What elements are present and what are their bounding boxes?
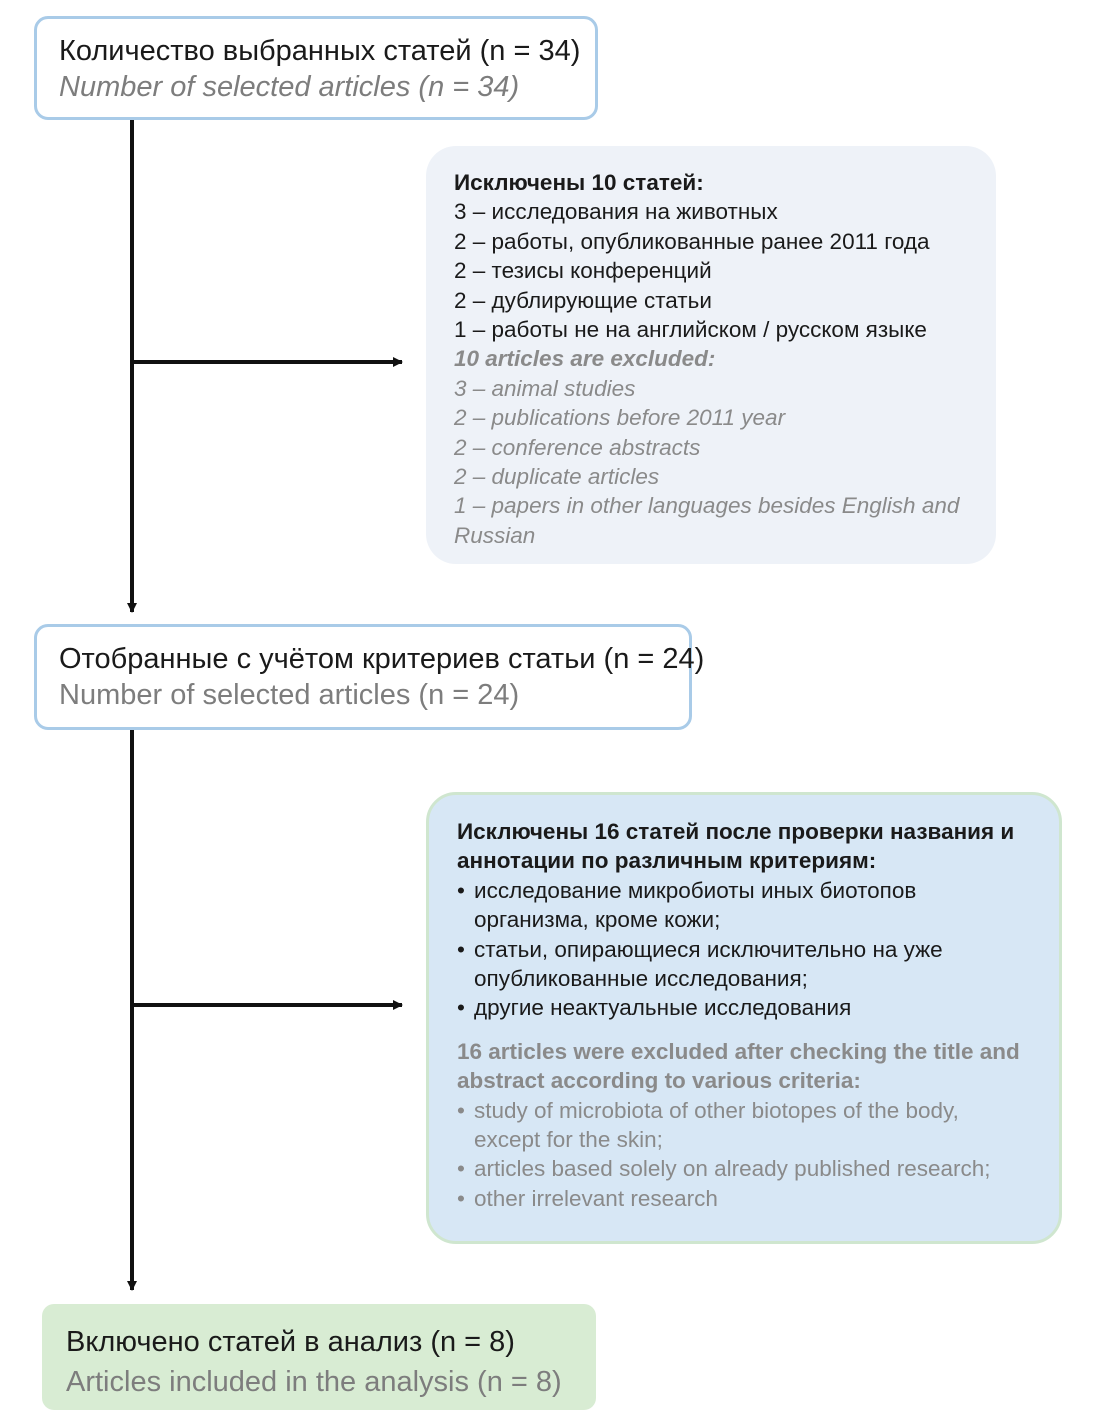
criteria-selected-ru: Отобранные с учётом критериев статьи (n = 24)	[59, 643, 705, 675]
excluded1-list-ru	[454, 197, 968, 344]
excluded2-item-ru	[457, 935, 1031, 994]
criteria-selected-box	[34, 624, 705, 730]
excluded2-item-en	[457, 1184, 1031, 1213]
criteria-selected-en: Number of selected articles (n = 24)	[59, 679, 520, 711]
excluded2-item-en	[457, 1096, 1031, 1155]
excluded2-list-en	[457, 1096, 1031, 1214]
bullet-icon: •	[457, 995, 465, 1021]
bullet-icon: •	[457, 1185, 465, 1211]
excluded1-item-en: 2 – publications before 2011 year	[454, 405, 786, 431]
excluded1-item-ru: 1 – работы не на английском / русском языке	[454, 317, 927, 343]
excluded1-list-en	[454, 374, 968, 550]
excluded1-item-en: 2 – duplicate articles	[454, 464, 660, 490]
excluded1-item-en: 2 – conference abstracts	[454, 434, 701, 460]
bullet-icon: •	[457, 936, 465, 962]
bullet-icon: •	[457, 1156, 465, 1182]
excluded2-list-ru	[457, 876, 1031, 1023]
selected-articles-box	[34, 16, 598, 120]
excluded2-item-ru-text: другие неактуальные исследования	[474, 995, 852, 1021]
excluded-second-round-box	[426, 792, 1062, 1244]
excluded1-item-ru: 2 – тезисы конференций	[454, 258, 712, 284]
excluded2-heading-en: 16 articles were excluded after checking the title and abstract according to various criteria:	[457, 1038, 1020, 1094]
bullet-icon: •	[457, 877, 465, 903]
bullet-icon: •	[457, 1097, 465, 1123]
excluded2-item-en-text: other irrelevant research	[474, 1185, 718, 1211]
included-articles-ru: Включено статей в анализ (n = 8)	[66, 1326, 515, 1358]
selected-articles-ru: Количество выбранных статей (n = 34)	[59, 35, 581, 67]
selected-articles-en: Number of selected articles (n = 34)	[59, 71, 520, 103]
excluded1-item-en: 1 – papers in other languages besides English and Russian	[454, 493, 960, 548]
excluded1-item-ru: 3 – исследования на животных	[454, 199, 778, 225]
excluded1-item-en: 3 – animal studies	[454, 375, 636, 401]
excluded1-item-ru: 2 – дублирующие статьи	[454, 287, 712, 313]
included-articles-en: Articles included in the analysis (n = 8)	[66, 1366, 562, 1398]
excluded2-item-ru-text: исследование микробиоты иных биотопов организма, кроме кожи;	[474, 877, 917, 933]
excluded1-item-ru: 2 – работы, опубликованные ранее 2011 года	[454, 228, 930, 254]
included-articles-box	[42, 1304, 596, 1410]
excluded1-heading-en: 10 articles are excluded:	[454, 346, 716, 372]
excluded-first-round-box	[426, 146, 996, 564]
excluded2-item-ru-text: статьи, опирающиеся исключительно на уже опубликованные исследования;	[474, 936, 943, 992]
excluded1-heading-ru: Исключены 10 статей:	[454, 170, 704, 195]
excluded2-item-en-text: study of microbiota of other biotopes of the body, except for the skin;	[474, 1097, 959, 1153]
excluded2-item-ru	[457, 876, 1031, 935]
excluded2-heading-ru: Исключены 16 статей после проверки названия и аннотации по различным критериям:	[457, 819, 1015, 874]
excluded2-item-en	[457, 1154, 1031, 1183]
excluded2-item-en-text: articles based solely on already published research;	[474, 1156, 991, 1182]
excluded2-item-ru	[457, 993, 1031, 1022]
